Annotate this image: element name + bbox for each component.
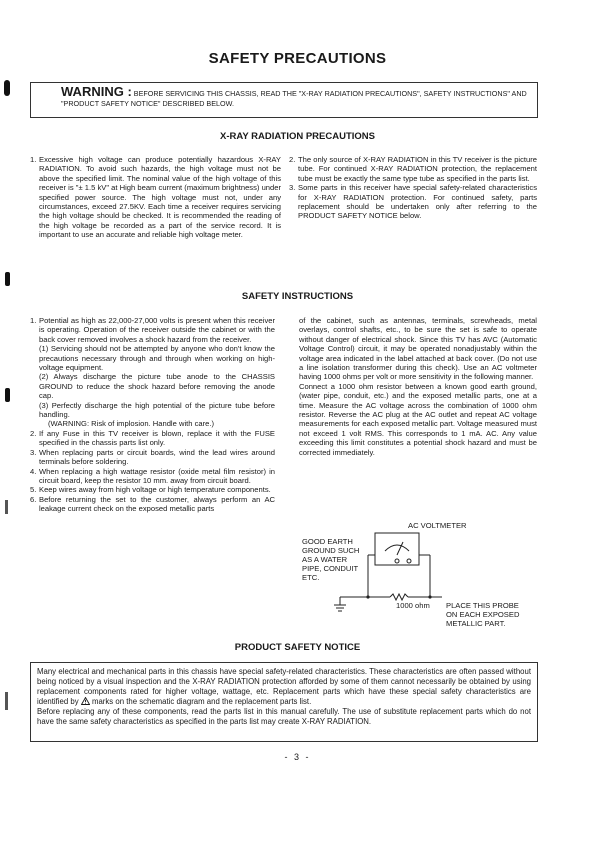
leakage-check-paragraph: of the cabinet, such as antennas, terminals, screwheads, metal overlays, control shafts, etc., to be sure the set is safe to operate without danger of electrical shock. Since this TV has AVC (Automatic Voltage Control) circuit, it may be operated nonadjustably within the voltage area indicated in the label attached at back cover. (Do not use a line isolation transformer during this check). Use an AC voltmeter having 1000 ohms per volt or more sensitivity in the following manner.	[299, 316, 537, 382]
item-text: When replacing parts or circuit boards, wind the lead wires around terminals before soldering.	[39, 447, 275, 467]
safety-item-5: 5. Keep wires away from high voltage or high temperature components.	[30, 485, 275, 494]
warning-box	[30, 82, 538, 118]
safety-item-1: 1. Potential as high as 22,000-27,000 volts is present when this receiver is operating. Operation of the receiver outside the cabinet or with the back cover removed involves a shock hazard from the receiver. (1) Servicing should not be attempted by anyone who don't know the precautions necessary through and through when working on high-voltage equipment. (2) Always discharge the picture tube anode to the CHASSIS GROUND to reduce the shock hazard before removing the anode cap. (3) Perfectly discharge the high potential of the picture tube before handling. (WARNING: Risk of implosion. Handle with care.)	[30, 316, 275, 429]
item-text: Some parts in this receiver have special safety-related characteristics for X-RAY RADIATION protection. For continued safety, parts replacement should be undertaken only after referring to the PRODUCT SAFETY NOTICE below.	[298, 183, 537, 221]
safety-item-3: 3. When replacing parts or circuit boards, wind the lead wires around terminals before soldering.	[30, 447, 275, 467]
safety-section-title: SAFETY INSTRUCTIONS	[241, 291, 354, 302]
safety-item-6: 6. Before returning the set to the customer, always perform an AC leakage current check on the exposed metallic parts	[30, 494, 275, 514]
terminal	[407, 559, 411, 563]
item-text: Before returning the set to the customer, always perform an AC leakage current check on the exposed metallic parts	[39, 494, 275, 514]
safety-column-left	[30, 316, 275, 514]
scan-mark	[5, 272, 10, 286]
item-text: Excessive high voltage can produce potentially hazardous X-RAY RADIATION. To avoid such hazards, the high voltage must not be above the specified limit. The nominal value of the high voltage of this receiver is "± 1.5 kV" at High beam current (maximum brightness) under specified power source. The high voltage must not, under any circumstances, exceed 27.5KV. Each time a receiver requires servicing the high voltage should be checked. It is recommended the reading of the high voltage be recorded as a part of the service record. It is important to use an accurate and reliable high voltage meter.	[39, 155, 281, 240]
xray-item-2	[289, 155, 537, 183]
voltmeter-needle	[397, 542, 403, 555]
safety-item-4: 4. When replacing a high wattage resistor (oxide metal film resistor) in circuit board, keep the resistor 10 mm. away from circuit board.	[30, 466, 275, 485]
sub-item-warning: (WARNING: Risk of implosion. Handle with care.)	[48, 419, 214, 429]
sub-item: (1) Servicing should not be attempted by anyone who don't know the precautions necessary through and through when working on high-voltage equipment.	[39, 344, 275, 373]
scan-mark	[4, 80, 10, 96]
scan-mark	[5, 500, 8, 514]
xray-item-3	[289, 183, 537, 221]
item-number: 2.	[289, 155, 296, 164]
voltmeter-scale	[385, 545, 409, 551]
resistor-symbol	[390, 594, 408, 600]
xray-column-right	[289, 155, 537, 221]
xray-column-left	[30, 155, 281, 240]
earth-label: GOOD EARTH GROUND SUCH AS A WATER PIPE, CONDUIT ETC.	[302, 537, 360, 582]
item-text: When replacing a high wattage resistor (oxide metal film resistor) in circuit board, keep the resistor 10 mm. away from circuit board.	[39, 466, 275, 485]
safety-item-2: 2. If any Fuse in this TV receiver is blown, replace it with the FUSE specified in the chassis parts list only.	[30, 428, 275, 448]
warning-triangle-icon	[81, 697, 90, 705]
page-number: - 3 -	[284, 752, 311, 762]
xray-item-1	[30, 155, 281, 240]
resistor-label: 1000 ohm	[396, 601, 430, 610]
voltmeter-circuit-diagram	[290, 525, 460, 615]
probe-label: PLACE THIS PROBE ON EACH EXPOSED METALLIC PART.	[446, 601, 520, 628]
page-title: SAFETY PRECAUTIONS	[208, 50, 387, 67]
item-text: Potential as high as 22,000-27,000 volts is present when this receiver is operating. Operation of the receiver outside the cabinet or with the back cover removed involves a shock hazard from the receiver.	[39, 316, 275, 344]
voltmeter-box	[375, 533, 419, 565]
item-text: If any Fuse in this TV receiver is blown, replace it with the FUSE specified in the chassis parts list only.	[39, 428, 275, 448]
safety-column-right	[299, 316, 537, 457]
psn-text: marks on the schematic diagram and the replacement parts list.	[91, 697, 312, 706]
terminal	[395, 559, 399, 563]
item-text: The only source of X-RAY RADIATION in this TV receiver is the picture tube. For continued X-RAY RADIATION protection, the replacement tube must be exactly the same type tube as specified in the parts list.	[298, 155, 537, 183]
xray-section-title: X-RAY RADIATION PRECAUTIONS	[219, 131, 375, 142]
warning-label: WARNING :	[61, 84, 132, 99]
meter-label: AC VOLTMETER	[408, 521, 467, 530]
psn-section-title: PRODUCT SAFETY NOTICE	[234, 642, 361, 653]
sub-item: (2) Always discharge the picture tube anode to the CHASSIS GROUND to reduce the shock hazard before removing the anode cap.	[39, 372, 275, 401]
item-number: 1.	[30, 155, 37, 164]
product-safety-notice-box	[30, 662, 538, 742]
psn-paragraph-2: Before replacing any of these components, read the parts list in this manual carefully. The use of substitute replacement parts which do not have the same safety characteristics as specified in the parts list may create X-RAY RADIATION.	[37, 707, 531, 726]
leakage-measure-paragraph: Connect a 1000 ohm resistor between a known good earth ground, (water pipe, conduit, etc.) and the exposed metallic parts, one at a time. Measure the AC voltage across the combination of 1000 ohm resistor. Reverse the AC plug at the AC outlet and repeat AC voltage measurements for each exposed metallic part. Voltage measured must not exceed 1 volt RMS. This corresponds to 1 mA. AC. Any value exceeding this limit constitutes a potential shock hazard and must be corrected immediately.	[299, 381, 537, 457]
scan-mark	[5, 388, 10, 402]
item-number: 3.	[289, 183, 296, 193]
item-text: Keep wires away from high voltage or high temperature components.	[39, 485, 271, 495]
scan-mark	[5, 692, 8, 710]
psn-text: Many electrical and mechanical parts in this chassis have special safety-related characteristics. These characteristics are often passed without being noticed by a visual inspection and the X-RAY RADIATION protection afforded by some of them cannot necessarily be obtained by using replacement components rated for higher voltage, wattage, etc. Replacement parts which have these special safety characteristics are identified by	[37, 667, 531, 706]
sub-item: (3) Perfectly discharge the high potential of the picture tube before handling.	[39, 400, 275, 420]
warning-text: BEFORE SERVICING THIS CHASSIS, READ THE "X-RAY RADIATION PRECAUTIONS", SAFETY INSTRUCTIONS" AND "PRODUCT SAFETY NOTICE" DESCRIBED BELOW.	[61, 89, 527, 108]
